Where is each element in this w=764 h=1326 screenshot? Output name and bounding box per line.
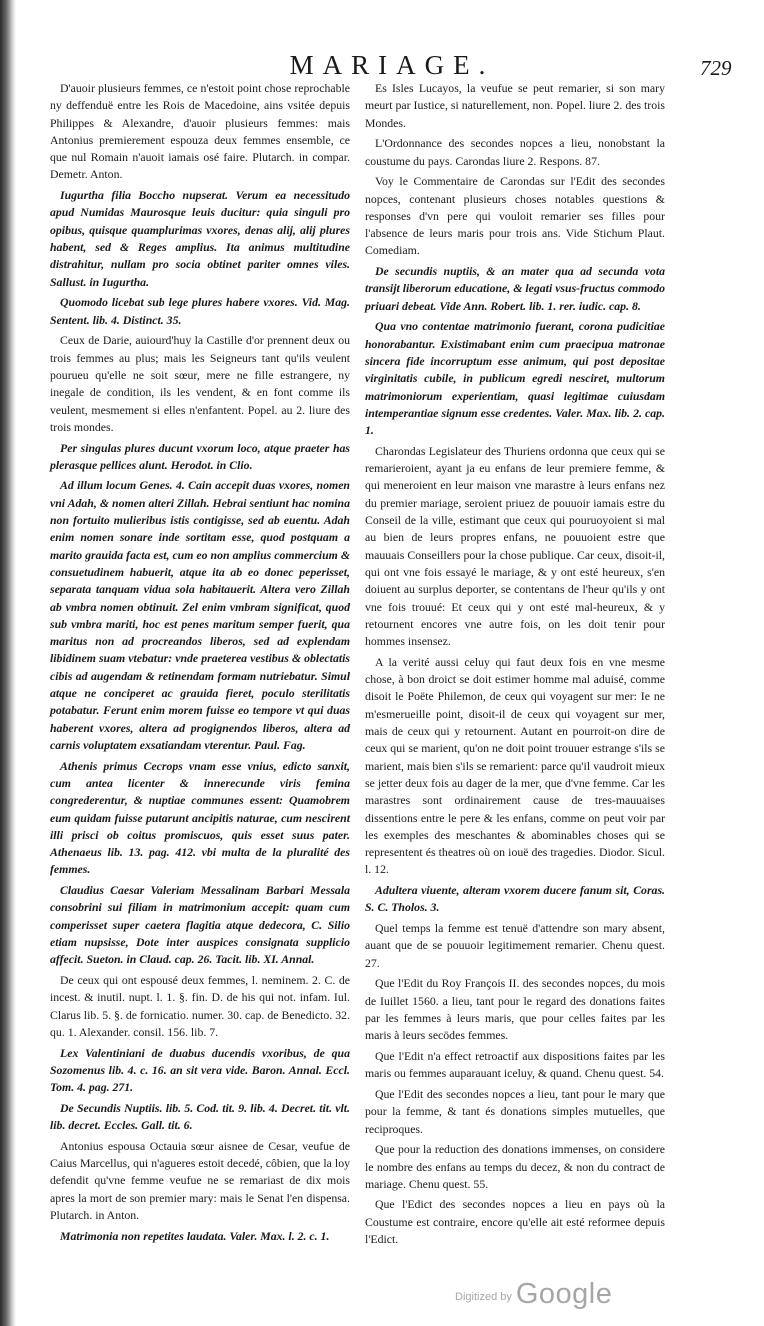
paragraph: Per singulas plures ducunt vxorum loco, atque praeter has plerasque pellices alunt. Herodot. in Clio. bbox=[50, 440, 350, 472]
paragraph: Que l'Edict des secondes nopces a lieu en pays où la Coustume est contraire, encore qu'elle ait esté reformee depuis l'Edict. bbox=[365, 1197, 665, 1247]
paragraph: Que l'Edit n'a effect retroactif aux dispositions faites par les maris ou femmes auparauant iceluy, & quand. Chenu quest. 54. bbox=[365, 1048, 665, 1081]
page-number: 729 bbox=[700, 56, 732, 80]
running-head bbox=[0, 50, 764, 80]
paragraph: Que l'Edit du Roy François II. des secondes nopces, du mois de Iuillet 1560. a lieu, tant pour le regard des donations faites par les femmes à leurs maris, que pour celles faites par les maris à leurs secödes femmes. bbox=[365, 976, 665, 1043]
paragraph: Iugurtha filia Boccho nupserat. Verum ea necessitudo apud Numidas Maurosque leuis ducitur: quia singuli pro opibus, quisque quamplurimas vxores, denas alij, alij plures habent, sed & Reges amplius. Ita animus multitudine distrahitur, nullam pro socia obtinet pariter omnes viles. Sallust. in Iugurtha. bbox=[50, 188, 350, 289]
paragraph: Que l'Edit des secondes nopces a lieu, tant pour le mary que pour la femme, & tant és donations simples mutuelles, que reciproques. bbox=[365, 1086, 665, 1136]
google-logo: Google bbox=[515, 1278, 613, 1310]
paragraph: L'Ordonnance des secondes nopces a lieu, nonobstant la coustume du pays. Carondas liure 2. Respons. 87. bbox=[365, 136, 665, 168]
paragraph: Qua vno contentae matrimonio fuerant, corona pudicitiae honorabantur. Existimabant enim cum praecipua matronae sincera fide incorruptum esse animum, qui post depositae virginitatis cubile, in publicum egredi nesciret, multorum matrimoniorum experientiam, quasi legitimae cuiusdam intemperantiae signum esse credentes. Valer. Max. lib. 2. cap. 1. bbox=[365, 319, 665, 438]
paragraph: Voy le Commentaire de Carondas sur l'Edit des secondes nopces, contenant plusieurs choses notables questions & responses d'vn pere qui vouloit remarier ses filles pour l'absence de leurs maris pour trois ans. Vide Stichum Plaut. Comediam. bbox=[365, 174, 665, 258]
google-watermark bbox=[455, 1278, 612, 1311]
paragraph: Ad illum locum Genes. 4. Cain accepit duas vxores, nomen vni Adah, & nomen alteri Zillah. Hebrai sentiunt hac nomina non fortuito mulieribus istis contigisse, sed ab euentu. Adah enim nomen sonare inde sortitam esse, quod postquam a marito grauida facta est, cum eo non amplius commercium & consuetudinem habuerit, atque ita ab eo donec peperisset, separata tanquam vidua sola habitauerit. Altera vero Zillah ab vmbra nomen obtinuit. Zel enim vmbram significat, quod sub vmbra mariti, hoc est penes maritum semper fuerit, qua maritus non ad procreandos liberos, sed ad explendam libidinem suam vtebatur: vnde praeterea vestibus & oblectatis cibis ad augendam & retinendam formam nutriebatur. Simul atque ne conciperet ac grauida fieret, poculo sterilitatis potabatur. Ferunt enim morem fuisse eo tempore vt qui duas haberent vxores, altera ad progignendos liberos, altera ad carnis voluptatem exsatiandam vterentur. Paul. Fag. bbox=[50, 478, 350, 752]
paragraph: Matrimonia non repetites laudata. Valer. Max. l. 2. c. 1. bbox=[60, 1228, 330, 1243]
paragraph: De secundis nuptiis, & an mater qua ad secunda vota transijt liberorum educatione, & legati vsus-fructus commodo priuari debeat. Vide Ann. Robert. lib. 1. rer. iudic. cap. 8. bbox=[365, 264, 665, 313]
paragraph: Adultera viuente, alteram vxorem ducere fanum sit, Coras. S. C. Tholos. 3. bbox=[365, 883, 665, 915]
paragraph: Antonius espousa Octauia sœur aisnee de Cesar, veufue de Caius Marcellus, qui n'agueres estoit decedé, côbien, que la loy defendit qu'vne femme veufue ne se remariast de dix mois apres la mort de son premier mary: mais le Senat l'en dispensa. Plutarch. in Anton. bbox=[50, 1138, 350, 1222]
paragraph: Quomodo licebat sub lege plures habere vxores. Vid. Mag. Sentent. lib. 4. Distinct. 35. bbox=[50, 295, 350, 327]
paragraph: Que pour la reduction des donations immenses, on considere le nombre des enfans au temps du decez, & non du contract de mariage. Chenu quest. 55. bbox=[365, 1142, 665, 1191]
paragraph: Ceux de Darie, auiourd'huy la Castille d'or prennent deux ou trois femmes au plus; mais les Seigneurs tant qu'ils veulent pourueu qu'elle ne soit sœur, mere ne fille estrangere, ny inegale de condition, ils les vendent, & en font comme ils veulent, mesmement si elles n'enfantent. Popel. au 2. liure des trois mondes. bbox=[50, 333, 350, 434]
paragraph: De Secundis Nuptiis. lib. 5. Cod. tit. 9. lib. 4. Decret. tit. vlt. lib. decret. Eccles. Gall. tit. 6. bbox=[50, 1100, 350, 1133]
paragraph: D'auoir plusieurs femmes, ce n'estoit point chose reprochable ny deffenduë entre les Rois de Macedoine, ains vsitée depuis Philippes & Alexandre, d'auoir plusieurs femmes: mais Antonius premierement espouza deux femmes ensemble, ce que nul Romain n'auoit iamais osé faire. Plutarch. in compar. Demetr. Anton. bbox=[50, 81, 350, 182]
paragraph: De ceux qui ont espousé deux femmes, l. neminem. 2. C. de incest. & inutil. nupt. l. 1. §. fin. D. de his qui not. infam. Iul. Clarus lib. 5. §. de fornicatio. numer. 30. cap. de Benedicto. 32. qu. 1. Alexander. consil. 156. lib. 7. bbox=[50, 972, 350, 1039]
paragraph: Quel temps la femme est tenuë d'attendre son mary absent, auant que de se pouuoir legitimement remarier. Chenu quest. 27. bbox=[365, 921, 665, 970]
page-binding-shadow bbox=[0, 0, 16, 1326]
paragraph: A la verité aussi celuy qui faut deux fois en vne mesme chose, à bon droict se doit estimer homme mal aduisé, comme disoit le Poëte Philemon, de ceux qui voyagent sur mer: Ie ne m'esmerueille point, disoit-il de ceux qui voyagent sur mer, mais de ceux qui y retournent. Autant en pourroit-on dire de ceux qui se marient, qu'on ne doit point trouuer estrange s'ils se marient, mais bien s'ils se remarient: parce qu'il vaudroit mieux se jetter deux fois au dager de la mer, que d'vne femme. Car les marastres sont ordinairement cause de tres-mauuaises dissentions entre le pere & les enfans, comme on peut voir par les exemples des meschantes & abominables choses qui se representent és theatres où on iouë des tragedies. Diodor. Sicul. l. 12. bbox=[365, 654, 665, 877]
paragraph: Claudius Caesar Valeriam Messalinam Barbari Messala consobrini sui filiam in matrimonium accepit: quam cum comperisset super caetera flagitia atque dedecora, C. Silio etiam nupsisse, Dote inter auspices consignata supplicio affecit. Sueton. in Claud. cap. 26. Tacit. lib. XI. Annal. bbox=[50, 883, 350, 967]
right-column bbox=[365, 80, 665, 1252]
paragraph: Lex Valentiniani de duabus ducendis vxoribus, de qua Sozomenus lib. 4. c. 16. an sit vera vide. Baron. Annal. Eccl. Tom. 4. pag. 271. bbox=[50, 1045, 350, 1095]
left-column bbox=[50, 80, 350, 1248]
paragraph: Athenis primus Cecrops vnam esse vnius, edicto sanxit, cum antea licenter & innerecunde viris femina congrederentur, & nuptiae communes essent: Quamobrem eum quidam fuisse putarunt ancipitis naturae, cum nescirent illi prisci ob coitus promiscuos, quis esset suus pater. Athenaeus lib. 13. pag. 412. vbi multa de la pluralité des femmes. bbox=[50, 758, 350, 877]
paragraph: Es Isles Lucayos, la veufue se peut remarier, si son mary meurt par Iustice, si naturellement, non. Popel. liure 2. des trois Mondes. bbox=[365, 81, 665, 130]
running-title: MARIAGE. bbox=[289, 50, 495, 80]
watermark-prefix: Digitized by bbox=[455, 1291, 512, 1303]
paragraph: Charondas Legislateur des Thuriens ordonna que ceux qui se remarieroient, ayant ja eu enfans de leur premiere femme, & qui meneroient en leur maison vne marastre à leurs enfans nez du premier mariage, seroient priuez de pouuoir iamais estre du Conseil de la ville, estimant que ceux qui pouruoyoient si mal au bien de leurs propres enfans, ne pouuoient estre que mauuais Conseillers pour la chose publique. Car ceux, disoit-il, qui ont vne fois essayé le mariage, & y ont esté heureux, s'en doiuent au surplus deporter, se contentans de l'heur qu'ils y ont vne fois trouué: Et ceux qui y ont esté mal-heureux, & y retournent encores vne autre fois, on les doit tenir pour hommes insensez. bbox=[365, 443, 665, 649]
